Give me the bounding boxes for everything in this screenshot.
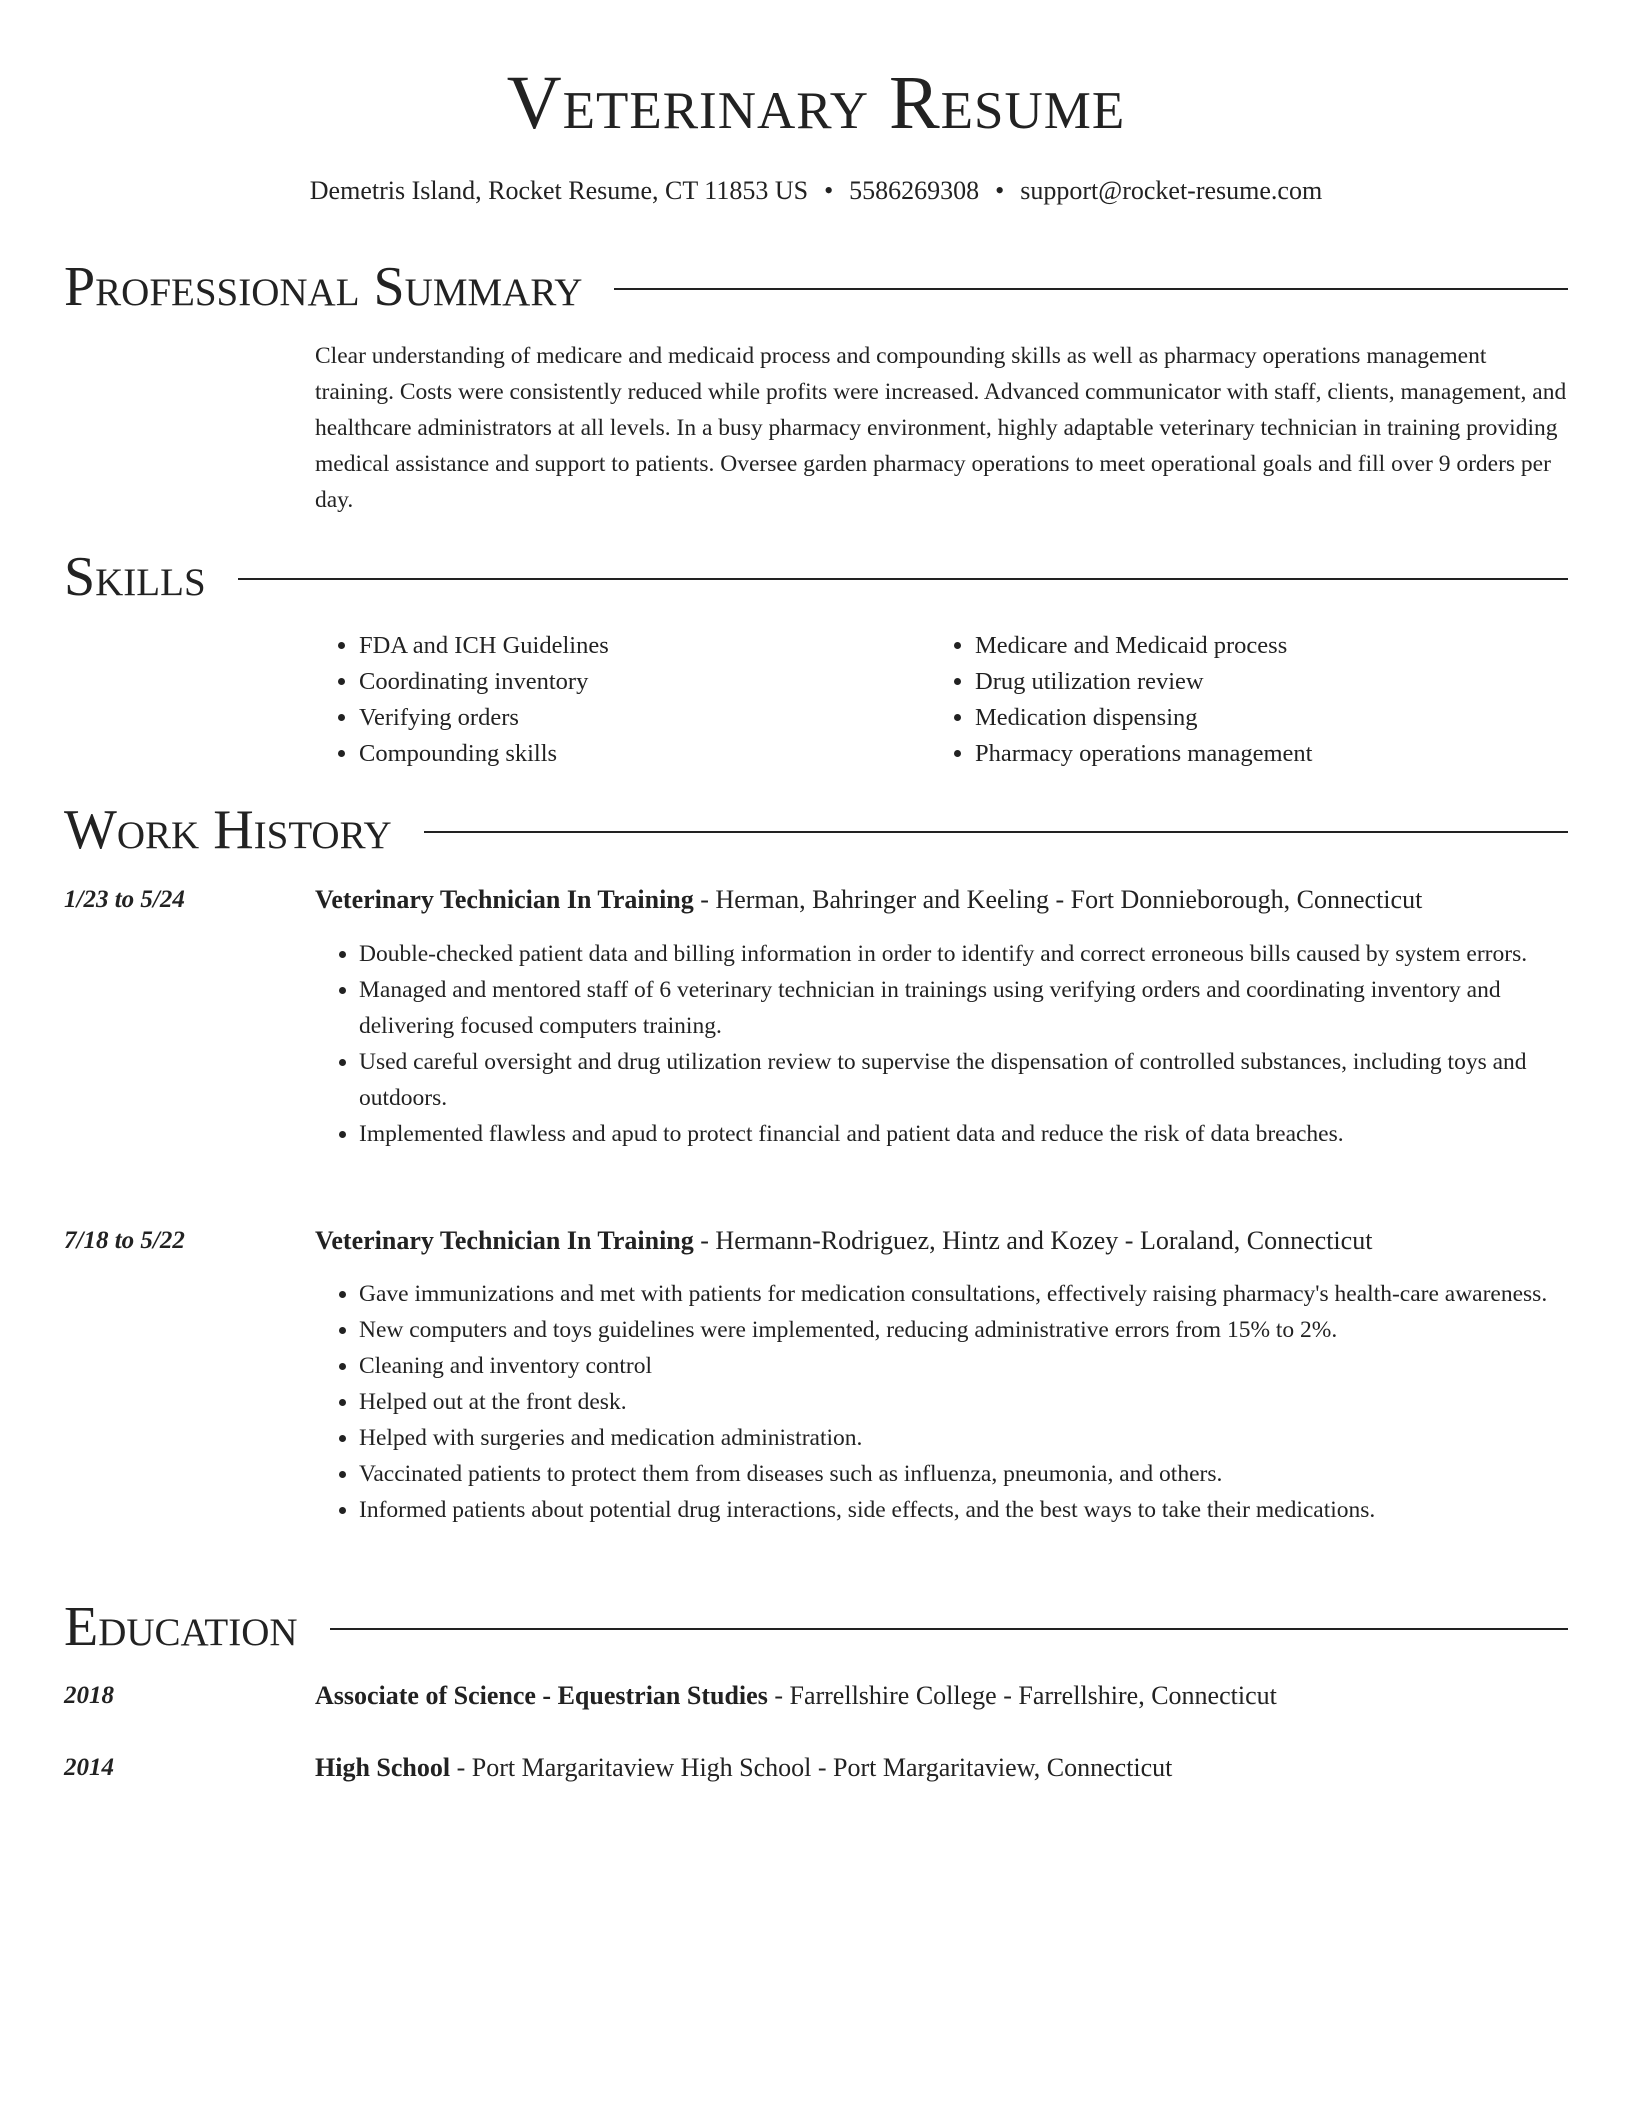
section-title: Education [64, 1596, 298, 1658]
section-divider [330, 1628, 1568, 1630]
skill-item: • Medication dispensing [975, 700, 1547, 736]
skills-section-heading [64, 544, 1568, 610]
contact-separator: • [824, 176, 834, 205]
contact-email: support@rocket-resume.com [1020, 176, 1323, 205]
entry-headline [315, 1223, 1568, 1259]
job-bullet: • Helped out at the front desk. [359, 1384, 1568, 1420]
work-section-heading [64, 797, 1568, 863]
entry-date: 7/18 to 5/22 [64, 1227, 185, 1254]
section-divider [614, 288, 1568, 290]
job-employer: - Hermann-Rodriguez, Hintz and Kozey - Loraland, Connecticut [693, 1226, 1373, 1255]
section-divider [238, 578, 1568, 580]
skill-item: • Coordinating inventory [359, 664, 931, 700]
entry-date: 2014 [64, 1754, 114, 1781]
entry-headline [315, 1678, 1568, 1714]
school-info: - Port Margaritaview High School - Port Margaritaview, Connecticut [450, 1753, 1173, 1782]
job-bullet: • Helped with surgeries and medication administration. [359, 1420, 1568, 1456]
entry-headline [315, 882, 1568, 918]
skill-item: • FDA and ICH Guidelines [359, 628, 931, 664]
entry-headline [315, 1750, 1568, 1786]
skills-list [315, 628, 1568, 772]
section-title: Skills [64, 546, 206, 608]
contact-separator: • [995, 176, 1005, 205]
skills-column-left [315, 628, 931, 772]
school-info: - Farrellshire College - Farrellshire, Connecticut [767, 1681, 1277, 1710]
skill-item: • Verifying orders [359, 700, 931, 736]
job-bullet: • Implemented flawless and apud to protect financial and patient data and reduce the risk of data breaches. [359, 1116, 1568, 1152]
job-bullets [315, 1276, 1568, 1528]
job-bullet: • Vaccinated patients to protect them from diseases such as influenza, pneumonia, and others. [359, 1456, 1568, 1492]
summary-section-heading [64, 254, 1568, 320]
section-title: Work History [64, 799, 392, 861]
job-bullet: • Informed patients about potential drug interactions, side effects, and the best ways to take their medications. [359, 1492, 1568, 1528]
skills-column-right [931, 628, 1547, 772]
job-bullet: • Double-checked patient data and billing information in order to identify and correct erroneous bills caused by system errors. [359, 936, 1568, 972]
education-section-heading [64, 1594, 1568, 1660]
skill-item: • Compounding skills [359, 736, 931, 772]
job-bullet: • Used careful oversight and drug utilization review to supervise the dispensation of controlled substances, including toys and outdoors. [359, 1044, 1568, 1116]
job-title: Veterinary Technician In Training [315, 885, 694, 914]
job-bullet: • New computers and toys guidelines were implemented, reducing administrative errors from 15% to 2%. [359, 1312, 1568, 1348]
job-bullet: • Managed and mentored staff of 6 veterinary technician in trainings using verifying orders and coordinating inventory and delivering focused computers training. [359, 972, 1568, 1044]
summary-text: Clear understanding of medicare and medicaid process and compounding skills as well as pharmacy operations management training. Costs were consistently reduced while profits were increased. Advanced communicator with staff, clients, management, and healthcare administrators at all levels. In a busy pharmacy environment, highly adaptable veterinary technician in training providing medical assistance and support to patients. Oversee garden pharmacy operations to meet operational goals and fill over 9 orders per day. [315, 343, 1567, 513]
entry-date: 1/23 to 5/24 [64, 886, 185, 913]
section-divider [424, 831, 1568, 833]
contact-line [0, 174, 1632, 208]
contact-address: Demetris Island, Rocket Resume, CT 11853 US [309, 176, 809, 205]
skill-item: • Pharmacy operations management [975, 736, 1547, 772]
contact-phone: 5586269308 [849, 176, 980, 205]
skill-item: • Medicare and Medicaid process [975, 628, 1547, 664]
job-bullet: • Gave immunizations and met with patients for medication consultations, effectively raising pharmacy's health-care awareness. [359, 1276, 1568, 1312]
job-employer: - Herman, Bahringer and Keeling - Fort Donnieborough, Connecticut [693, 885, 1423, 914]
job-title: Veterinary Technician In Training [315, 1226, 694, 1255]
section-title: Professional Summary [64, 256, 583, 318]
degree-title: Associate of Science - Equestrian Studies [315, 1681, 768, 1710]
skill-item: • Drug utilization review [975, 664, 1547, 700]
resume-title: Veterinary Resume [506, 61, 1126, 145]
job-bullets [315, 936, 1568, 1152]
degree-title: High School [315, 1753, 451, 1782]
entry-date: 2018 [64, 1682, 114, 1709]
job-bullet: • Cleaning and inventory control [359, 1348, 1568, 1384]
